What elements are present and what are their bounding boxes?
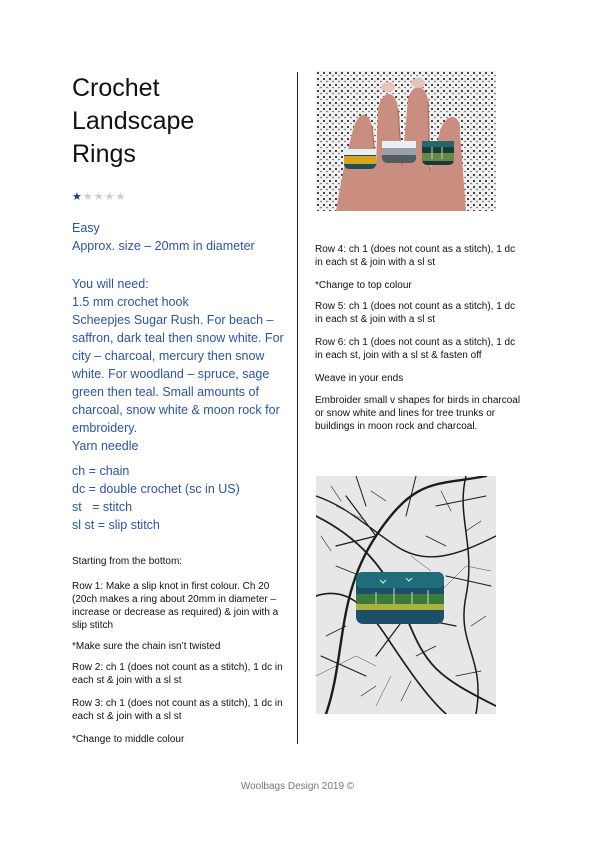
- row-1-instruction: Row 1: Make a slip knot in first colour. Ch 20 (20ch makes a ring about 20mm in diameter – increase or decrease as required) & join with a slip stitch: [72, 581, 279, 631]
- title-line-1: Crochet: [72, 74, 160, 102]
- rings-on-hand-photo: [316, 71, 496, 211]
- abbreviation-item: ch = chain: [72, 464, 130, 478]
- star-filled-icon: ★: [72, 191, 83, 203]
- materials-item: Scheepjes Sugar Rush. For beach – saffron, dark teal then snow white. For city – charcoal, mercury then snow white. For woodland – spruce, sage green then teal. Small amounts of charcoal, snow white & moon rock for embroidery.: [72, 313, 284, 435]
- row-6-instruction: Row 6: ch 1 (does not count as a stitch), 1 dc in each st, join with a sl st & fasten off: [315, 337, 516, 361]
- twist-note: *Make sure the chain isn’t twisted: [72, 641, 221, 652]
- level-block: [72, 219, 282, 255]
- title-line-2: Landscape: [72, 107, 195, 135]
- materials-item: Yarn needle: [72, 439, 139, 453]
- embroider-instruction: Embroider small v shapes for birds in charcoal or snow white and lines for tree trunks or buildings in moon rock and charcoal.: [315, 395, 521, 432]
- abbreviation-item: sl st = slip stitch: [72, 518, 160, 532]
- weave-instruction: Weave in your ends: [315, 373, 404, 384]
- ring-on-branches-photo: [316, 476, 496, 714]
- colour-change-note: *Change to middle colour: [72, 734, 185, 745]
- title-line-3: Rings: [72, 140, 136, 168]
- row-3-instruction: Row 3: ch 1 (does not count as a stitch), 1 dc in each st & join with a sl st: [72, 698, 283, 722]
- difficulty-label: Easy: [72, 221, 100, 235]
- materials-heading: You will need:: [72, 277, 149, 291]
- abbreviation-item: dc = double crochet (sc in US): [72, 482, 240, 496]
- footer-copyright: Woolbags Design 2019 ©: [240, 781, 355, 792]
- materials-block: [72, 275, 284, 455]
- row-2-instruction: Row 2: ch 1 (does not count as a stitch), 1 dc in each st & join with a sl st: [72, 662, 283, 686]
- difficulty-rating: [72, 190, 126, 203]
- abbreviation-item: st = stitch: [72, 500, 133, 514]
- star-empty-icons: ★★★★: [82, 191, 127, 203]
- top-colour-note: *Change to top colour: [315, 280, 412, 291]
- column-divider: [297, 72, 298, 744]
- instructions-intro: Starting from the bottom:: [72, 556, 183, 567]
- row-5-instruction: Row 5: ch 1 (does not count as a stitch), 1 dc in each st & join with a sl st: [315, 301, 516, 325]
- row-4-instruction: Row 4: ch 1 (does not count as a stitch), 1 dc in each st & join with a sl st: [315, 244, 516, 268]
- size-label: Approx. size – 20mm in diameter: [72, 239, 255, 253]
- page-title: [72, 72, 272, 171]
- materials-item: 1.5 mm crochet hook: [72, 295, 189, 309]
- abbreviations-block: [72, 462, 282, 534]
